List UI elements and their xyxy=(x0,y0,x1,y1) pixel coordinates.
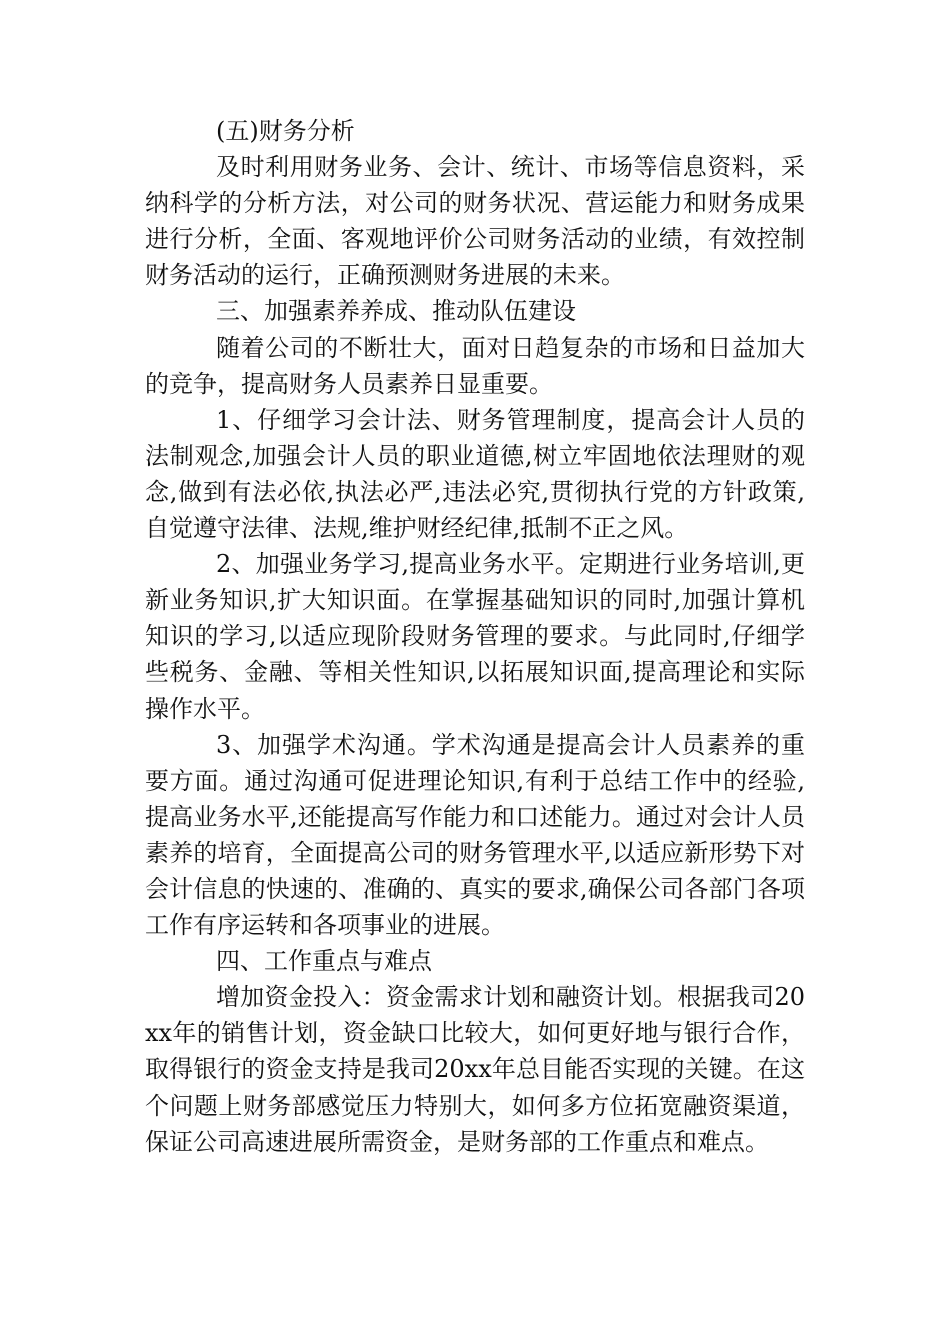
paragraph-key-points: 增加资金投入：资金需求计划和融资计划。根据我司20xx年的销售计划，资金缺口比较大，如何更好地与银行合作，取得银行的资金支持是我司20xx年总目能否实现的关键。在这个问题上财务部感觉压力特别大，如何多方位拓宽融资渠道，保证公司高速进展所需资金，是财务部的工作重点和难点。 xyxy=(145,983,805,1156)
paragraph-item-1: 1、仔细学习会计法、财务管理制度，提高会计人员的法制观念,加强会计人员的职业道德,树立牢固地依法理财的观念,做到有法必依,执法必严,违法必究,贯彻执行党的方针政策,自觉遵守法律、法规,维护财经纪律,抵制不正之风。 xyxy=(145,405,805,543)
paragraph-item-3: 3、加强学术沟通。学术沟通是提高会计人员素养的重要方面。通过沟通可促进理论知识,有利于总结工作中的经验,提高业务水平,还能提高写作能力和口述能力。通过对会计人员素养的培育，全面提高公司的财务管理水平,以适应新形势下对会计信息的快速的、准确的、真实的要求,确保公司各部门各项工作有序运转和各项事业的进展。 xyxy=(145,730,805,940)
section-heading-key-points: 四、工作重点与难点 xyxy=(216,947,432,976)
document-body xyxy=(145,113,805,1160)
paragraph-financial-analysis: 及时利用财务业务、会计、统计、市场等信息资料，采纳科学的分析方法，对公司的财务状况、营运能力和财务成果进行分析，全面、客观地评价公司财务活动的业绩，有效控制财务活动的运行，正确预测财务进展的未来。 xyxy=(145,153,805,290)
paragraph-team-building-intro: 随着公司的不断壮大，面对日趋复杂的市场和日益加大的竞争，提高财务人员素养日显重要。 xyxy=(145,333,805,398)
section-heading-financial-analysis: (五)财务分析 xyxy=(216,117,355,145)
section-heading-team-building: 三、加强素养养成、推动队伍建设 xyxy=(216,297,576,326)
paragraph-item-2: 2、加强业务学习,提高业务水平。定期进行业务培训,更新业务知识,扩大知识面。在掌握基础知识的同时,加强计算机知识的学习,以适应现阶段财务管理的要求。与此同时,仔细学些税务、金融、等相关性知识,以拓展知识面,提高理论和实际操作水平。 xyxy=(145,550,805,723)
